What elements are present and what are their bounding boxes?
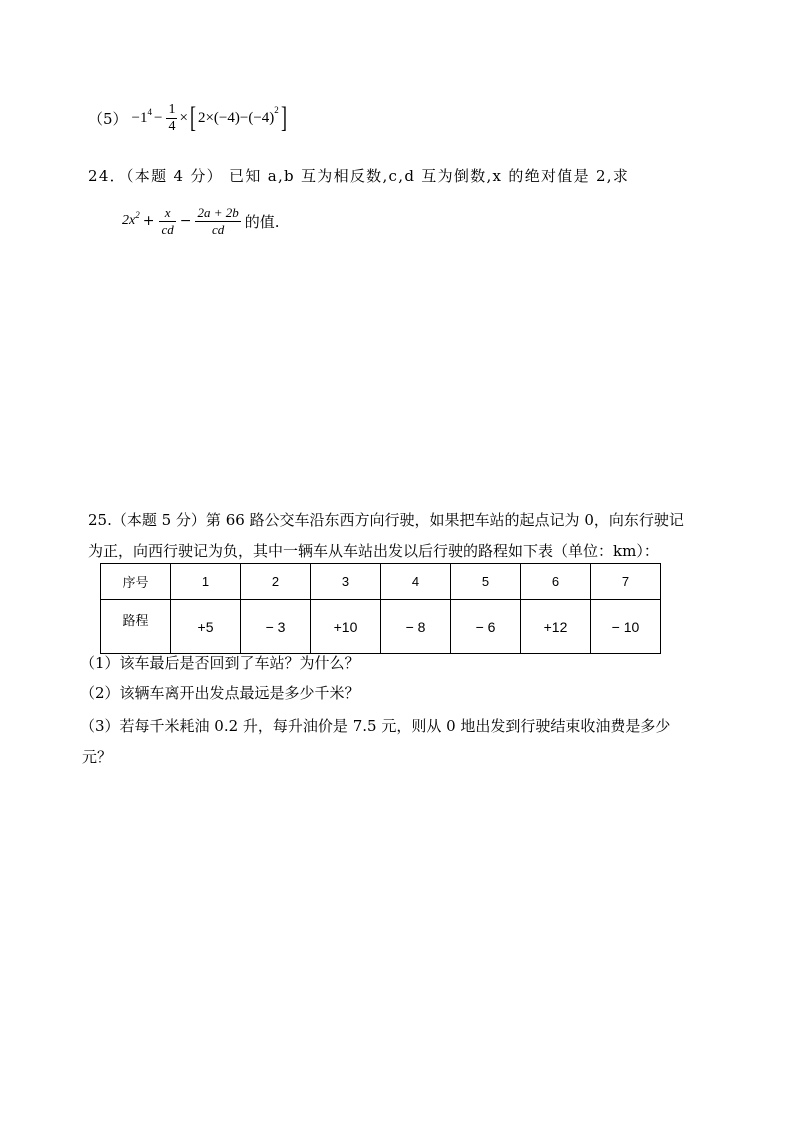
fraction-numerator: 1: [168, 101, 176, 117]
bracket-open: [: [189, 101, 196, 134]
q23-part5-index: （5）: [88, 109, 128, 128]
table-cell: − 10: [591, 600, 661, 654]
table-cell: 1: [171, 564, 241, 600]
table-cell: 2: [241, 564, 311, 600]
bracket-inner: 2×(−4)−(−4): [197, 109, 275, 126]
table-cell: 3: [311, 564, 381, 600]
fraction2-numerator: 2a + 2b: [197, 204, 239, 220]
expr-minus: −: [179, 213, 192, 229]
table-cell: − 3: [241, 600, 311, 654]
q25-text-line2: 为正，向西行驶记为负，其中一辆车从车站出发以后行驶的路程如下表（单位：km）：: [88, 542, 659, 560]
q25-subquestion-3-line2: 元？: [82, 748, 113, 766]
expr-exponent: 2: [135, 210, 140, 220]
bracket-close: ]: [280, 101, 287, 134]
table-cell: 4: [381, 564, 451, 600]
q25-subquestion-1: （1）该车最后是否回到了车站？为什么？: [80, 654, 360, 672]
expr-tail: 的值.: [244, 212, 280, 231]
exponent2: 2: [274, 105, 279, 115]
q23-part5: [88, 100, 289, 136]
q24-text-line1: 24．（本题 4 分） 已知 a,b 互为相反数,c,d 互为倒数,x 的绝对值是 2,求: [88, 167, 630, 185]
table-cell: +5: [171, 600, 241, 654]
q24-expression: [122, 200, 280, 242]
table-cell: 6: [521, 564, 591, 600]
exponent1: 4: [147, 107, 153, 117]
fraction-2a2b-over-cd: [195, 205, 240, 238]
term1: −1: [131, 109, 148, 126]
table-row-index: [101, 564, 661, 600]
q25-text-line1: 25.（本题 5 分）第 66 路公交车沿东西方向行驶，如果把车站的起点记为 0，向东行驶记: [88, 511, 684, 529]
fraction-x-over-cd: [159, 205, 175, 238]
fraction1-denominator: cd: [161, 221, 174, 237]
fraction1-numerator: x: [159, 205, 175, 222]
fraction-denominator: 4: [168, 118, 176, 134]
table-row-distance: [101, 600, 661, 654]
fraction-one-quarter: [166, 102, 177, 135]
table-cell: 5: [451, 564, 521, 600]
table-cell: +10: [311, 600, 381, 654]
q23-part5-expression: [132, 102, 289, 135]
table-cell: 路程: [101, 600, 171, 654]
times-sign: ×: [179, 109, 188, 126]
table-cell: +12: [521, 600, 591, 654]
q25-subquestion-3-line1: （3）若每千米耗油 0.2 升，每升油价是 7.5 元，则从 0 地出发到行驶结束收油费是多少: [80, 717, 671, 735]
fraction2-denominator: cd: [211, 221, 225, 237]
table-cell: − 8: [381, 600, 451, 654]
expr-plus: +: [142, 213, 155, 229]
table-cell: 7: [591, 564, 661, 600]
table-cell: − 6: [451, 600, 521, 654]
route-table: [100, 563, 661, 654]
expr-coefficient: 2x: [122, 213, 136, 228]
table-cell: 序号: [101, 564, 171, 600]
minus-sign: −: [154, 109, 163, 126]
q25-subquestion-2: （2）该辆车离开出发点最远是多少千米？: [80, 684, 360, 702]
